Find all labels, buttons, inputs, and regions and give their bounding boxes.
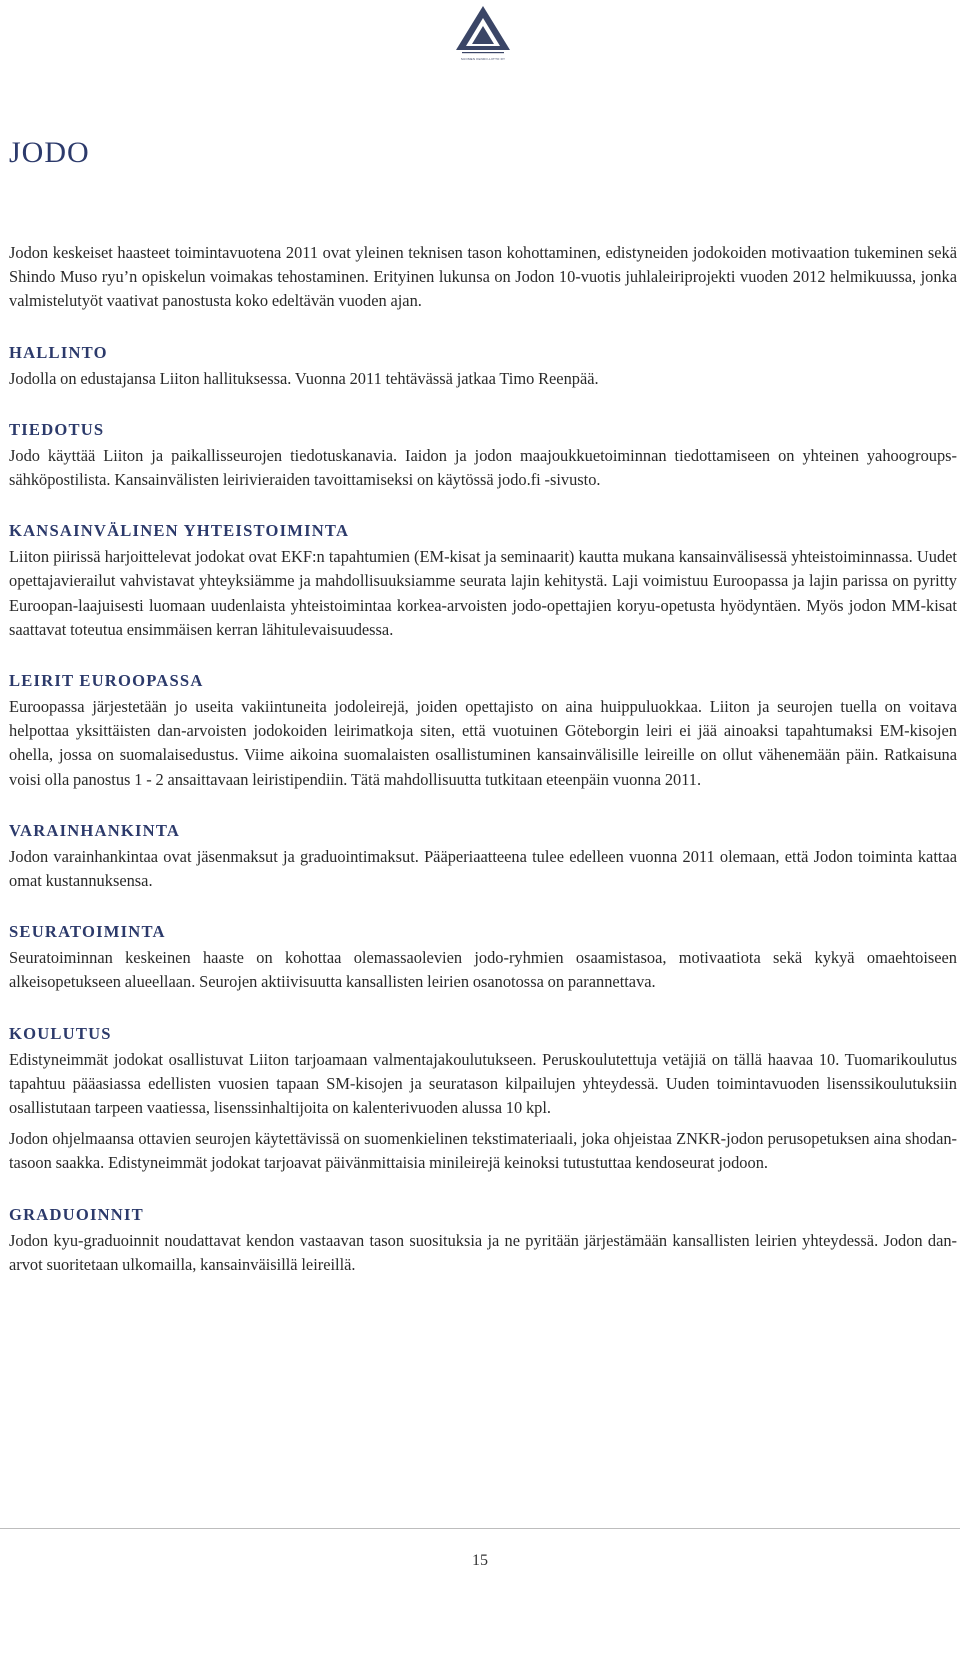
section-heading-koulutus: KOULUTUS: [9, 1023, 112, 1043]
page-number: 15: [472, 1552, 488, 1569]
section-paragraph-hallinto: Jodolla on edustajansa Liiton hallituksessa. Vuonna 2011 tehtävässä jatkaa Timo Reenpää.: [9, 368, 599, 388]
section-paragraph-leirit-euroopassa: Euroopassa järjestetään jo useita vakiintuneita jodoleirejä, joiden opettajisto on aina huippuluokkaa. Liiton ja seurojen tuella on voitava helpottaa yksittäisten dan-arvoisten jodokoiden leirimatkoja siten, että vuotuinen Göteborgin leiri ei jää ainoaksi tapahtumaksi EM-kisojen ohella, jossa on suomalaisedustus. Viime aikoina suomalaisten osallistuminen kansainvälisille leireille on ollut vähenemään päin. Ratkaisuna voisi olla panostus 1 - 2 ansaittavaan leiristipendiin. Tätä mahdollisuutta tutkitaan eteenpäin vuonna 2011.: [9, 697, 957, 789]
section-paragraph-graduoinnit: Jodon kyu-graduoinnit noudattavat kendon vastaavan tason suosituksia ja ne pyritään järjestämään kansallisten leirien yhteydessä. Jodon dan-arvot suoritetaan ulkomailla, kansainväisillä leireillä.: [9, 1230, 957, 1274]
triangle-logo-icon: [450, 4, 516, 56]
section-heading-seuratoiminta: SEURATOIMINTA: [9, 922, 166, 942]
section-paragraph-seuratoiminta: Seuratoiminnan keskeinen haaste on kohottaa olemassaolevien jodo-ryhmien osaamistasoa, motivaatiota sekä kykyä omaehtoiseen alkeisopetukseen alueellaan. Seurojen aktiivisuutta kansallisten leirien osanotossa on parannettava.: [9, 948, 957, 992]
section-paragraph-koulutus-1: Edistyneimmät jodokat osallistuvat Liiton tarjoamaan valmentajakoulutukseen. Peruskoulutettuja vetäjiä on tällä haavaa 10. Tuomarikoulutus tapahtuu pääasiassa edellisten vuosien tapaan SM-kisojen ja seuratason kilpailujen yhteydessä. Uuden toimintavuoden lisenssikoulutuksiin osallistutaan tarpeen vaatiessa, lisenssinhaltijoita on kalenterivuoden alussa 10 kpl.: [9, 1049, 957, 1118]
section-heading-hallinto: HALLINTO: [9, 342, 108, 362]
section-heading-tiedotus: TIEDOTUS: [9, 419, 105, 439]
section-heading-graduoinnit: GRADUOINNIT: [9, 1204, 144, 1224]
section-heading-leirit-euroopassa: LEIRIT EUROOPASSA: [9, 671, 204, 691]
logo-caption: SUOMEN KENDO-LIITTO RY: [460, 57, 506, 61]
section-heading-varainhankinta: VARAINHANKINTA: [9, 820, 181, 840]
document-body: [9, 241, 957, 1277]
intro-paragraph: Jodon keskeiset haasteet toimintavuotena 2011 ovat yleinen teknisen tason kohottaminen, edistyneiden jodokoiden motivaation tukeminen sekä Shindo Muso ryu’n opiskelun voimakas tehostaminen. Erityinen lukunsa on Jodon 10-vuotis juhlaleiriprojekti vuoden 2012 helmikuussa, jonka valmistelutyöt vaativat panostusta koko edeltävän vuoden ajan.: [9, 243, 957, 311]
section-paragraph-varainhankinta: Jodon varainhankintaa ovat jäsenmaksut ja graduointimaksut. Pääperiaatteena tulee edelleen vuonna 2011 olemaan, että Jodon toiminta kattaa omat kustannuksensa.: [9, 846, 957, 891]
section-heading-kansainvalinen-yhteistoiminta: KANSAINVÄLINEN YHTEISTOIMINTA: [9, 521, 350, 541]
section-paragraph-tiedotus: Jodo käyttää Liiton ja paikallisseurojen tiedotuskanavia. Iaidon ja jodon maajoukkuetoiminnan tiedottamiseen on yhteinen yahoogroups-sähköpostilista. Kansainvälisten leirivieraiden tavoittamiseksi on käytössä jodo.fi -sivusto.: [9, 445, 957, 490]
footer-divider: [0, 1528, 960, 1529]
organization-logo: [450, 4, 516, 64]
section-paragraph-kansainvalinen-yhteistoiminta: Liiton piirissä harjoittelevat jodokat ovat EKF:n tapahtumien (EM-kisat ja seminaarit) kautta mukana kansainvälisessä yhteistoiminnassa. Uudet opettajavierailut vahvistavat yhteyksiämme ja mahdollisuuksiamme seurata lajin kehitystä. Laji voimistuu Euroopassa ja lajin parissa on pyritty Euroopan-laajuisesti luomaan uudenlaista yhteistoimintaa korkea-arvoisten jodo-opettajien koryu-opetusta hyödyntäen. Myös jodon MM-kisat saattavat toteutua ensimmäisen kerran lähitulevaisuudessa.: [9, 547, 957, 639]
page-title: JODO: [9, 136, 90, 169]
section-paragraph-koulutus-2: Jodon ohjelmaansa ottavien seurojen käytettävissä on suomenkielinen tekstimateriaali, joka ohjeistaa ZNKR-jodon perusopetuksen aina shodan-tasoon saakka. Edistyneimmät jodokat tarjoavat päivänmittaisia minileirejä keinoksi tutustuttaa kendoseurat jodoon.: [9, 1129, 957, 1173]
